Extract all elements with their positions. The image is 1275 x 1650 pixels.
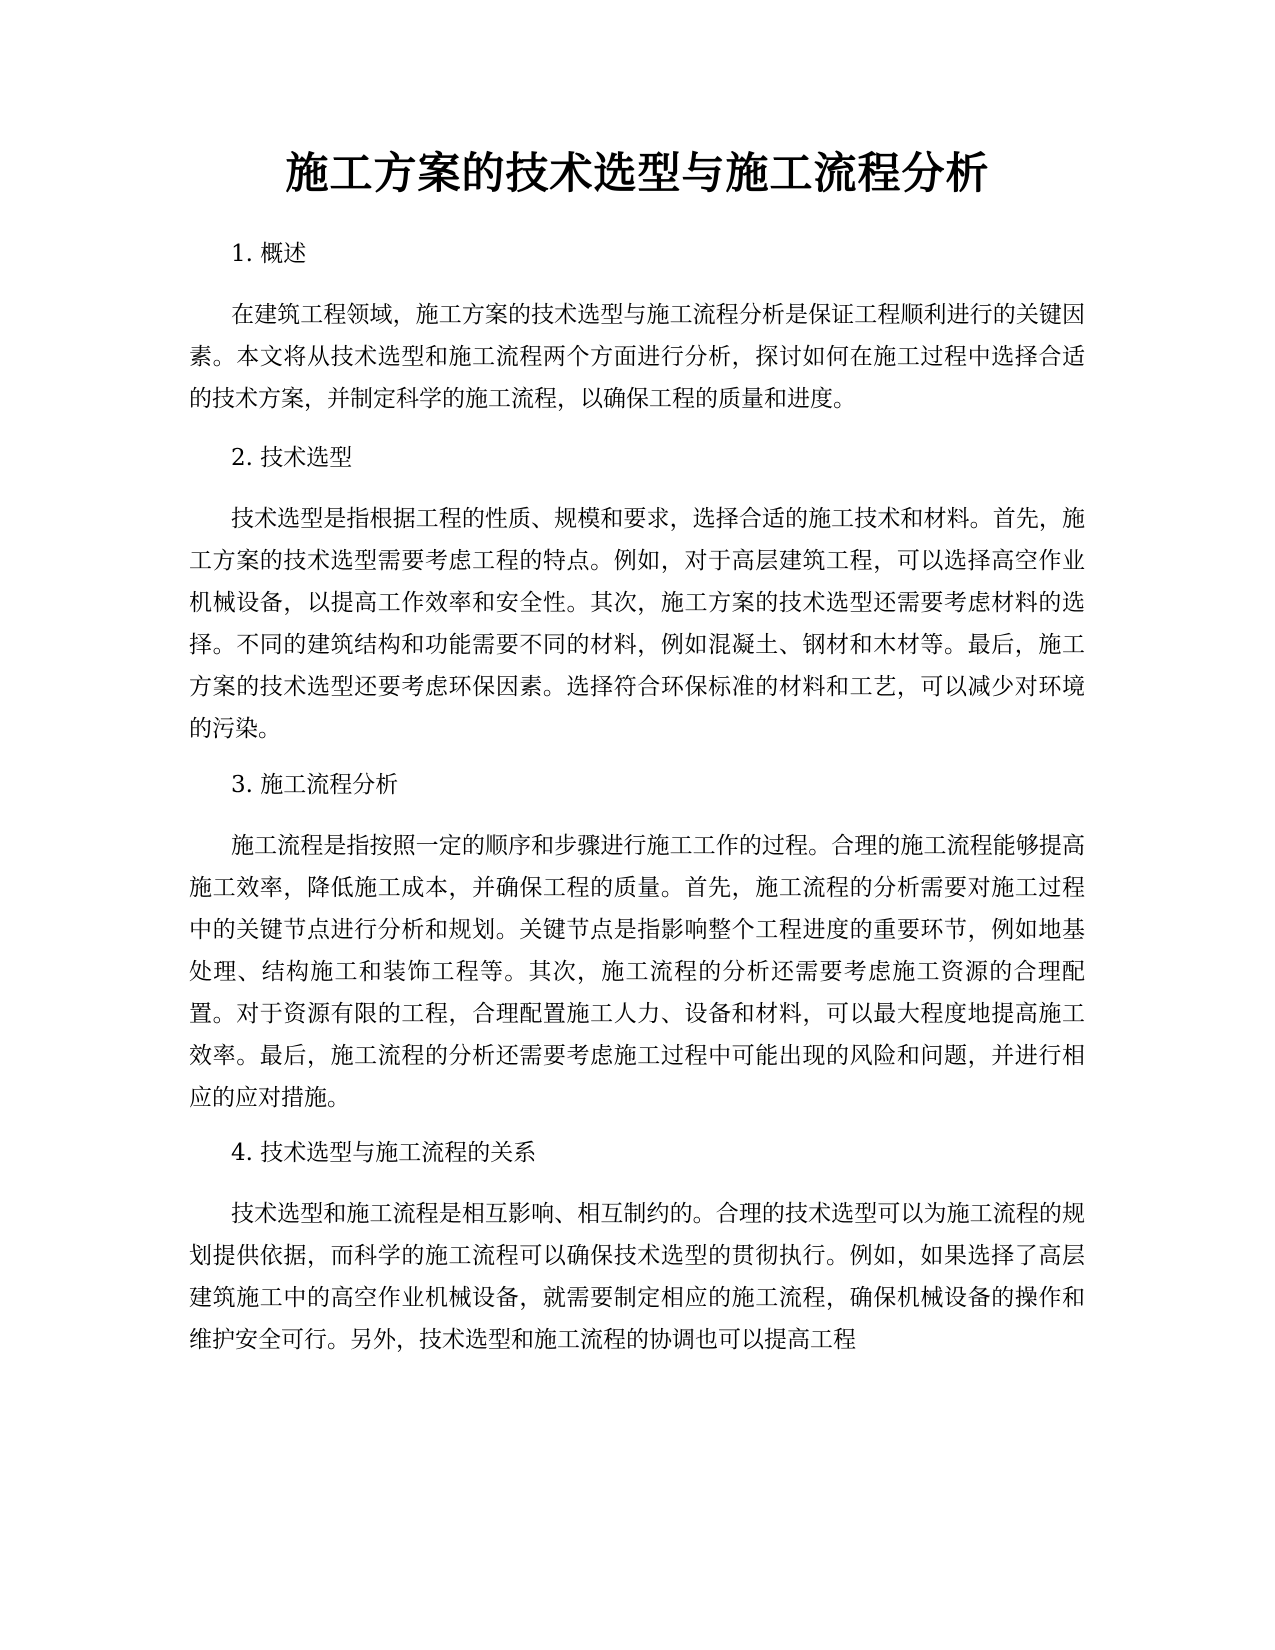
section-paragraph-tech-selection: 技术选型是指根据工程的性质、规模和要求，选择合适的施工技术和材料。首先，施工方案的技术选型需要考虑工程的特点。例如，对于高层建筑工程，可以选择高空作业机械设备，以提高工作效率和安全性。其次，施工方案的技术选型还需要考虑材料的选择。不同的建筑结构和功能需要不同的材料，例如混凝土、钢材和木材等。最后，施工方案的技术选型还要考虑环保因素。选择符合环保标准的材料和工艺，可以减少对环境的污染。: [189, 506, 1085, 742]
section-paragraph-relationship: 技术选型和施工流程是相互影响、相互制约的。合理的技术选型可以为施工流程的规划提供依据，而科学的施工流程可以确保技术选型的贯彻执行。例如，如果选择了高层建筑施工中的高空作业机械设备，就需要制定相应的施工流程，确保机械设备的操作和维护安全可行。另外，技术选型和施工流程的协调也可以提高工程: [189, 1201, 1085, 1353]
section-heading-process-analysis: 3. 施工流程分析: [231, 772, 399, 798]
section-paragraph-process-analysis: 施工流程是指按照一定的顺序和步骤进行施工工作的过程。合理的施工流程能够提高施工效率，降低施工成本，并确保工程的质量。首先，施工流程的分析需要对施工过程中的关键节点进行分析和规划。关键节点是指影响整个工程进度的重要环节，例如地基处理、结构施工和装饰工程等。其次，施工流程的分析还需要考虑施工资源的合理配置。对于资源有限的工程，合理配置施工人力、设备和材料，可以最大程度地提高施工效率。最后，施工流程的分析还需要考虑施工过程中可能出现的风险和问题，并进行相应的应对措施。: [189, 833, 1085, 1111]
section-paragraph-overview: 在建筑工程领域，施工方案的技术选型与施工流程分析是保证工程顺利进行的关键因素。本文将从技术选型和施工流程两个方面进行分析，探讨如何在施工过程中选择合适的技术方案，并制定科学的施工流程，以确保工程的质量和进度。: [189, 302, 1085, 412]
document-title: 施工方案的技术选型与施工流程分析: [285, 149, 990, 199]
section-heading-overview: 1. 概述: [231, 241, 307, 267]
section-heading-relationship: 4. 技术选型与施工流程的关系: [231, 1140, 537, 1166]
section-heading-tech-selection: 2. 技术选型: [231, 445, 353, 471]
